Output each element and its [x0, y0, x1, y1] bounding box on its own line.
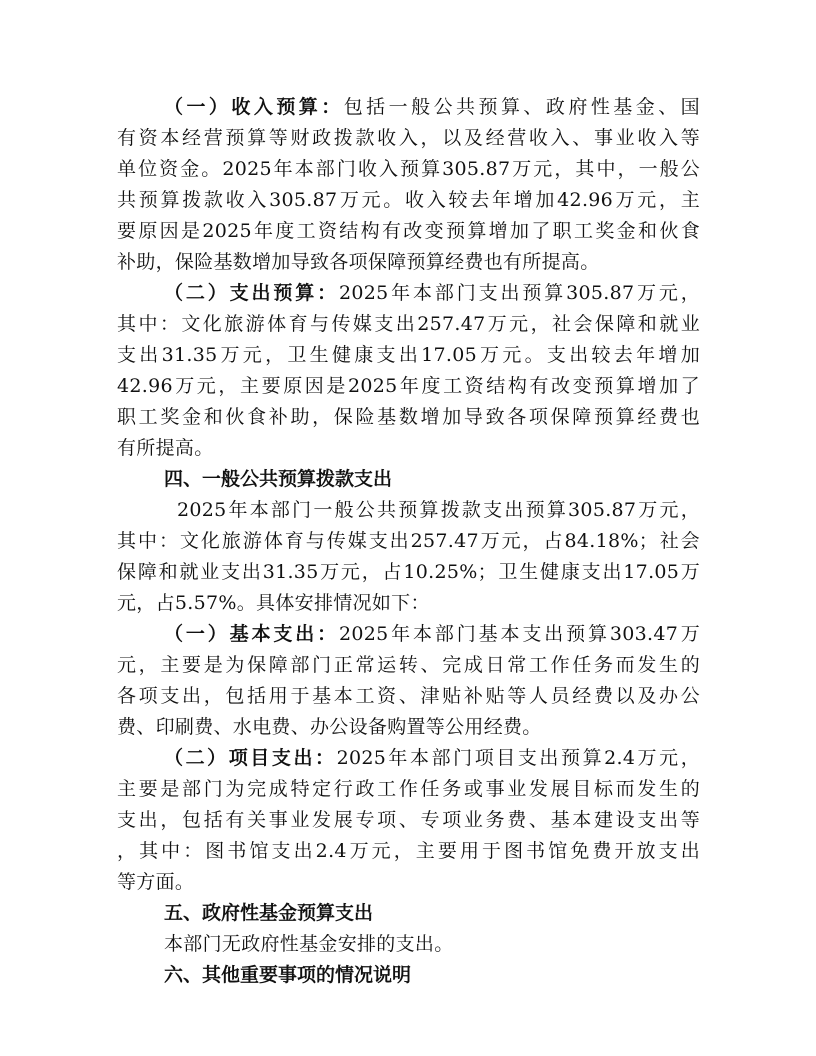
- paragraph-expense-line-6: 有所提高。: [117, 437, 214, 459]
- paragraph-expense-line-1: （二）支出预算：2025年本部门支出预算305.87万元，: [164, 282, 700, 304]
- expense-budget-heading: （二）支出预算：: [164, 282, 339, 304]
- paragraph-basic-line-1: （一）基本支出：2025年本部门基本支出预算303.47万: [164, 623, 700, 645]
- section-heading-4: 四、一般公共预算拨款支出: [164, 468, 393, 490]
- paragraph-expense-line-2: 其中：文化旅游体育与传媒支出257.47万元，社会保障和就业: [117, 313, 700, 335]
- paragraph-income-line-2: 有资本经营预算等财政拨款收入，以及经营收入、事业收入等: [117, 127, 700, 149]
- paragraph-project-line-3: 支出，包括有关事业发展专项、专项业务费、基本建设支出等: [117, 809, 700, 831]
- paragraph-income-line-6: 补助，保险基数增加导致各项保障预算经费也有所提高。: [117, 251, 600, 273]
- paragraph-income-line-5: 要原因是2025年度工资结构有改变预算增加了职工奖金和伙食: [117, 220, 700, 242]
- paragraph-general-line-2: 其中：文化旅游体育与传媒支出257.47万元，占84.18%；社会: [117, 530, 700, 552]
- paragraph-project-line-1: （二）项目支出：2025年本部门项目支出预算2.4万元，: [164, 747, 700, 769]
- paragraph-general-line-4: 元，占5.57%。具体安排情况如下：: [117, 592, 430, 614]
- income-budget-heading: （一）收入预算：: [164, 96, 344, 118]
- paragraph-income-line-3: 单位资金。2025年本部门收入预算305.87万元，其中，一般公: [117, 158, 700, 180]
- paragraph-basic-line-3: 各项支出，包括用于基本工资、津贴补贴等人员经费以及办公: [117, 685, 700, 707]
- paragraph-fund-line-1: 本部门无政府性基金安排的支出。: [164, 933, 454, 955]
- project-expense-heading: （二）项目支出：: [164, 747, 337, 769]
- section-heading-5: 五、政府性基金预算支出: [164, 902, 374, 924]
- paragraph-basic-line-4: 费、印刷费、水电费、办公设备购置等公用经费。: [117, 716, 542, 738]
- paragraph-general-line-1: 2025年本部门一般公共预算拨款支出预算305.87万元，: [177, 499, 700, 521]
- paragraph-income-line-1: （一）收入预算：包括一般公共预算、政府性基金、国: [164, 96, 700, 118]
- basic-expense-heading: （一）基本支出：: [164, 623, 339, 645]
- paragraph-project-line-5: 等方面。: [117, 871, 195, 893]
- section-heading-6: 六、其他重要事项的情况说明: [164, 964, 412, 986]
- document-body: [117, 92, 700, 991]
- paragraph-expense-line-5: 职工奖金和伙食补助，保险基数增加导致各项保障预算经费也: [117, 406, 700, 428]
- paragraph-project-line-2: 主要是部门为完成特定行政工作任务或事业发展目标而发生的: [117, 778, 700, 800]
- paragraph-basic-line-2: 元，主要是为保障部门正常运转、完成日常工作任务而发生的: [117, 654, 700, 676]
- paragraph-project-line-4: ，其中：图书馆支出2.4万元，主要用于图书馆免费开放支出: [117, 840, 700, 862]
- paragraph-expense-line-3: 支出31.35万元，卫生健康支出17.05万元。支出较去年增加: [117, 344, 700, 366]
- paragraph-expense-line-4: 42.96万元，主要原因是2025年度工资结构有改变预算增加了: [117, 375, 700, 397]
- paragraph-income-line-4: 共预算拨款收入305.87万元。收入较去年增加42.96万元，主: [117, 189, 700, 211]
- paragraph-general-line-3: 保障和就业支出31.35万元，占10.25%；卫生健康支出17.05万: [117, 561, 700, 583]
